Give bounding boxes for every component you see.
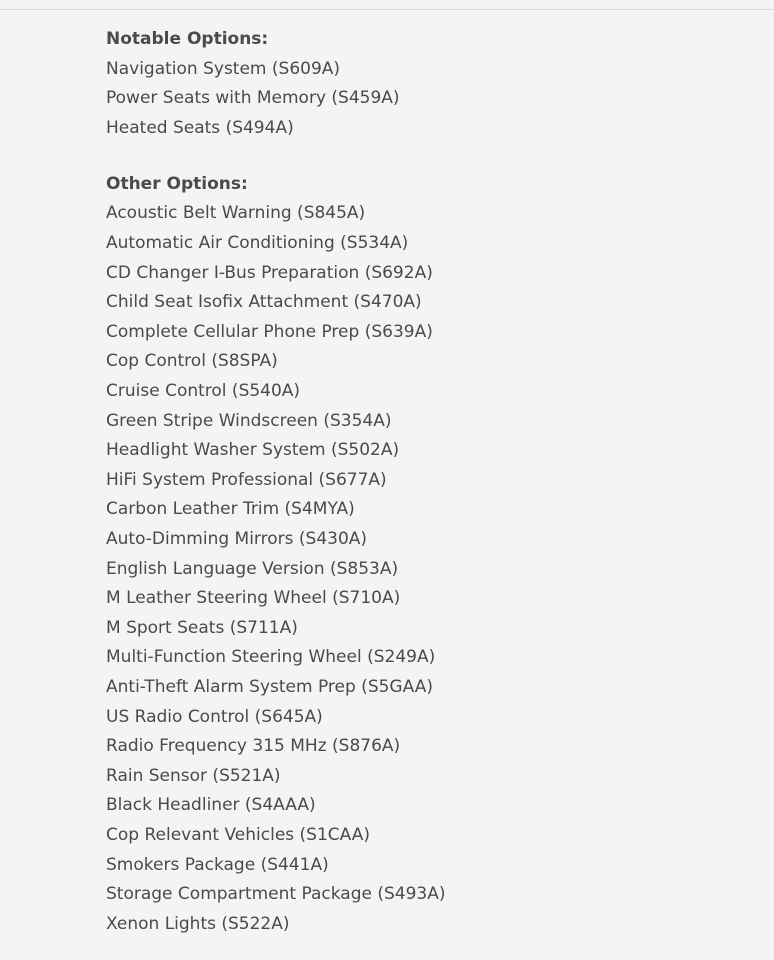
- option-item: Auto-Dimming Mirrors (S430A): [106, 529, 368, 549]
- option-item: Black Headliner (S4AAA): [106, 795, 316, 816]
- option-item: M Leather Steering Wheel (S710A): [106, 588, 401, 609]
- top-divider: [0, 9, 774, 10]
- option-item: HiFi System Professional (S677A): [106, 469, 387, 490]
- notable-options-heading: Notable Options:: [106, 29, 269, 49]
- option-item: Rain Sensor (S521A): [106, 765, 281, 786]
- option-item: Green Stripe Windscreen (S354A): [106, 410, 392, 431]
- other-options-list: [106, 199, 746, 939]
- option-item: Cop Relevant Vehicles (S1CAA): [106, 824, 371, 845]
- option-item: Carbon Leather Trim (S4MYA): [106, 499, 355, 520]
- option-item: English Language Version (S853A): [106, 558, 399, 579]
- option-item: Smokers Package (S441A): [106, 854, 329, 875]
- option-item: Child Seat Isofix Attachment (S470A): [106, 292, 422, 313]
- option-item: Cop Control (S8SPA): [106, 351, 278, 372]
- option-item: Headlight Washer System (S502A): [106, 440, 400, 461]
- option-item: Storage Compartment Package (S493A): [106, 884, 446, 905]
- option-item: Cruise Control (S540A): [106, 381, 301, 402]
- option-item: Acoustic Belt Warning (S845A): [106, 203, 366, 224]
- other-options-heading: Other Options:: [106, 173, 248, 194]
- option-item: Radio Frequency 315 MHz (S876A): [106, 736, 401, 757]
- options-content: [106, 25, 746, 939]
- option-item: Power Seats with Memory (S459A): [106, 88, 400, 109]
- notable-options-list: [106, 55, 746, 144]
- option-item: Anti-Theft Alarm System Prep (S5GAA): [106, 676, 433, 697]
- option-item: M Sport Seats (S711A): [106, 617, 298, 638]
- option-item: Heated Seats (S494A): [106, 117, 294, 138]
- option-item: Multi-Function Steering Wheel (S249A): [106, 647, 436, 668]
- option-item: Complete Cellular Phone Prep (S639A): [106, 321, 433, 342]
- option-item: Navigation System (S609A): [106, 58, 341, 79]
- option-item: Xenon Lights (S522A): [106, 913, 290, 934]
- option-item: CD Changer I-Bus Preparation (S692A): [106, 262, 433, 283]
- section-spacer: [106, 143, 746, 170]
- option-item: US Radio Control (S645A): [106, 706, 323, 727]
- option-item: Automatic Air Conditioning (S534A): [106, 233, 409, 254]
